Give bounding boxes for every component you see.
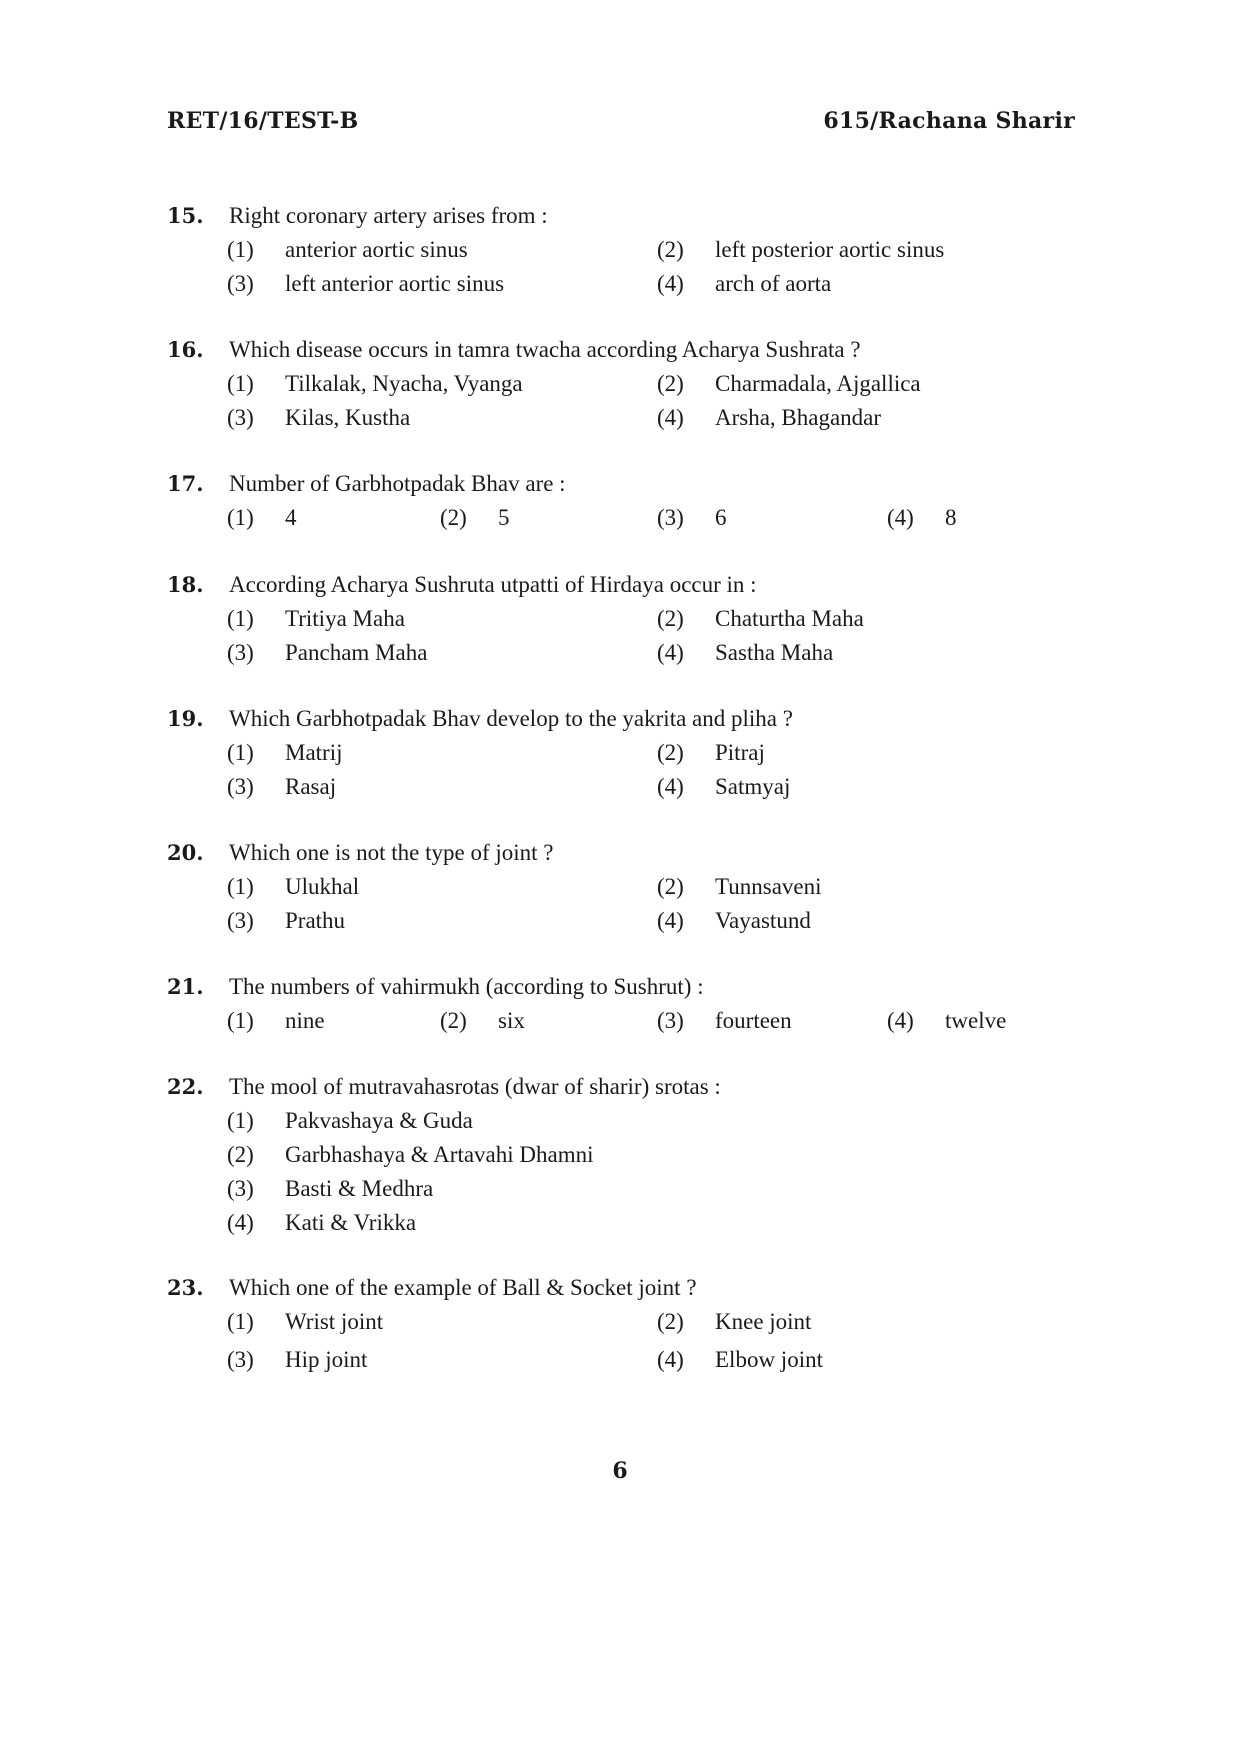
option-1: (1) Ulukhal <box>227 874 360 899</box>
option-3: (3) Rasaj <box>227 774 337 799</box>
page-header <box>167 108 1075 148</box>
option-3: (3) Hip joint <box>227 1347 368 1372</box>
question-text: The mool of mutravahasrotas (dwar of sharir) srotas : <box>229 1074 721 1099</box>
option-2: (2) left posterior aortic sinus <box>657 237 945 262</box>
test-code: RET/16/TEST-B <box>167 108 359 134</box>
question-23 <box>167 1275 1097 1381</box>
option-3: (3) Prathu <box>227 908 346 933</box>
question-text: Which one is not the type of joint ? <box>229 840 554 865</box>
option-2: (2) Knee joint <box>657 1309 812 1334</box>
question-text: Right coronary artery arises from : <box>229 203 548 228</box>
question-number: 23. <box>167 1275 204 1300</box>
option-4: (4) Vayastund <box>657 908 811 933</box>
option-4: (4) Arsha, Bhagandar <box>657 405 882 430</box>
question-text: Which Garbhotpadak Bhav develop to the yakrita and pliha ? <box>229 706 793 731</box>
option-1: (1) anterior aortic sinus <box>227 237 468 262</box>
option-3: (3) Basti & Medhra <box>227 1176 434 1201</box>
option-3: (3) left anterior aortic sinus <box>227 271 505 296</box>
option-3: (3) 6 <box>657 505 727 530</box>
question-text: The numbers of vahirmukh (according to Sushrut) : <box>229 974 704 999</box>
question-19 <box>167 706 1097 808</box>
page-number: 6 <box>612 1458 628 1484</box>
question-number: 19. <box>167 706 204 731</box>
question-text: According Acharya Sushruta utpatti of Hirdaya occur in : <box>229 572 757 597</box>
option-2: (2) Chaturtha Maha <box>657 606 864 631</box>
option-2: (2) Charmadala, Ajgallica <box>657 371 921 396</box>
question-18 <box>167 572 1097 674</box>
question-text: Which disease occurs in tamra twacha according Acharya Sushrata ? <box>229 337 861 362</box>
option-4: (4) Kati & Vrikka <box>227 1210 417 1235</box>
option-2: (2) Tunnsaveni <box>657 874 822 899</box>
question-text: Which one of the example of Ball & Socket joint ? <box>229 1275 697 1300</box>
option-1: (1) Pakvashaya & Guda <box>227 1108 473 1133</box>
question-number: 20. <box>167 840 204 865</box>
option-2: (2) Pitraj <box>657 740 765 765</box>
option-4: (4) Satmyaj <box>657 774 791 799</box>
option-2: (2) six <box>440 1008 525 1033</box>
option-1: (1) Wrist joint <box>227 1309 384 1334</box>
option-1: (1) nine <box>227 1008 325 1033</box>
question-number: 17. <box>167 471 204 496</box>
question-21 <box>167 974 1097 1042</box>
question-15 <box>167 203 1097 305</box>
question-number: 18. <box>167 572 204 597</box>
subject-code: 615/Rachana Sharir <box>823 108 1075 134</box>
question-number: 15. <box>167 203 204 228</box>
option-2: (2) 5 <box>440 505 510 530</box>
option-3: (3) fourteen <box>657 1008 792 1033</box>
question-text: Number of Garbhotpadak Bhav are : <box>229 471 566 496</box>
question-number: 21. <box>167 974 204 999</box>
question-number: 22. <box>167 1074 204 1099</box>
option-4: (4) arch of aorta <box>657 271 832 296</box>
option-3: (3) Pancham Maha <box>227 640 428 665</box>
option-4: (4) Elbow joint <box>657 1347 823 1372</box>
question-number: 16. <box>167 337 204 362</box>
option-2: (2) Garbhashaya & Artavahi Dhamni <box>227 1142 594 1167</box>
option-1: (1) Matrij <box>227 740 343 765</box>
option-3: (3) Kilas, Kustha <box>227 405 411 430</box>
option-4: (4) twelve <box>887 1008 1007 1033</box>
option-1: (1) 4 <box>227 505 297 530</box>
option-1: (1) Tilkalak, Nyacha, Vyanga <box>227 371 523 396</box>
option-4: (4) Sastha Maha <box>657 640 834 665</box>
question-22 <box>167 1074 1097 1244</box>
option-1: (1) Tritiya Maha <box>227 606 405 631</box>
option-4: (4) 8 <box>887 505 957 530</box>
question-17 <box>167 471 1097 539</box>
question-16 <box>167 337 1097 439</box>
question-20 <box>167 840 1097 942</box>
